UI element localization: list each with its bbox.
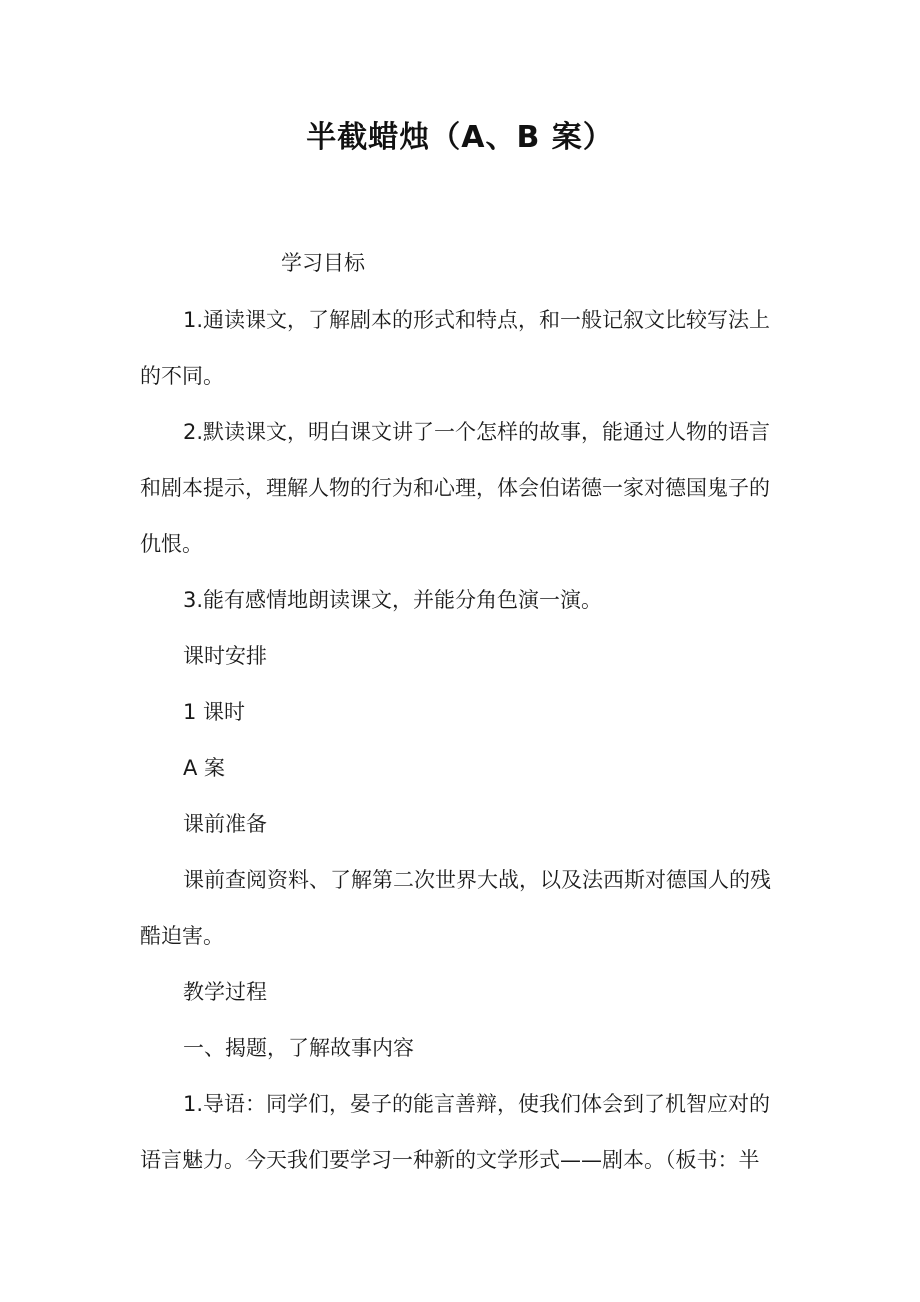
document-title: 半截蜡烛（A、B 案） [306,120,614,155]
section-heading-learning-goals: 学习目标 [281,251,365,275]
section-heading-plan-a: A 案 [183,756,226,780]
paragraph-line: 课前查阅资料、了解第二次世界大战，以及法西斯对德国人的残 [183,868,771,892]
paragraph-line: 语言魅力。今天我们要学习一种新的文学形式——剧本。（板书：半 [140,1148,760,1172]
paragraph-line: 3.能有感情地朗读课文，并能分角色演一演。 [183,588,603,612]
paragraph-line: 和剧本提示，理解人物的行为和心理，体会伯诺德一家对德国鬼子的 [140,476,770,500]
paragraph-line: 的不同。 [140,364,224,388]
paragraph-line: 酷迫害。 [140,924,224,948]
paragraph-line: 1 课时 [183,700,246,724]
section-heading-preparation: 课前准备 [183,812,267,836]
paragraph-line: 2.默读课文，明白课文讲了一个怎样的故事，能通过人物的语言 [183,420,771,444]
paragraph-line: 仇恨。 [140,532,203,556]
section-heading-part-one: 一、揭题，了解故事内容 [183,1036,414,1060]
paragraph-line: 1.导语：同学们，晏子的能言善辩，使我们体会到了机智应对的 [183,1092,771,1116]
section-heading-schedule: 课时安排 [183,644,267,668]
paragraph-line: 1.通读课文，了解剧本的形式和特点，和一般记叙文比较写法上 [183,308,771,332]
section-heading-teaching-process: 教学过程 [183,980,267,1004]
